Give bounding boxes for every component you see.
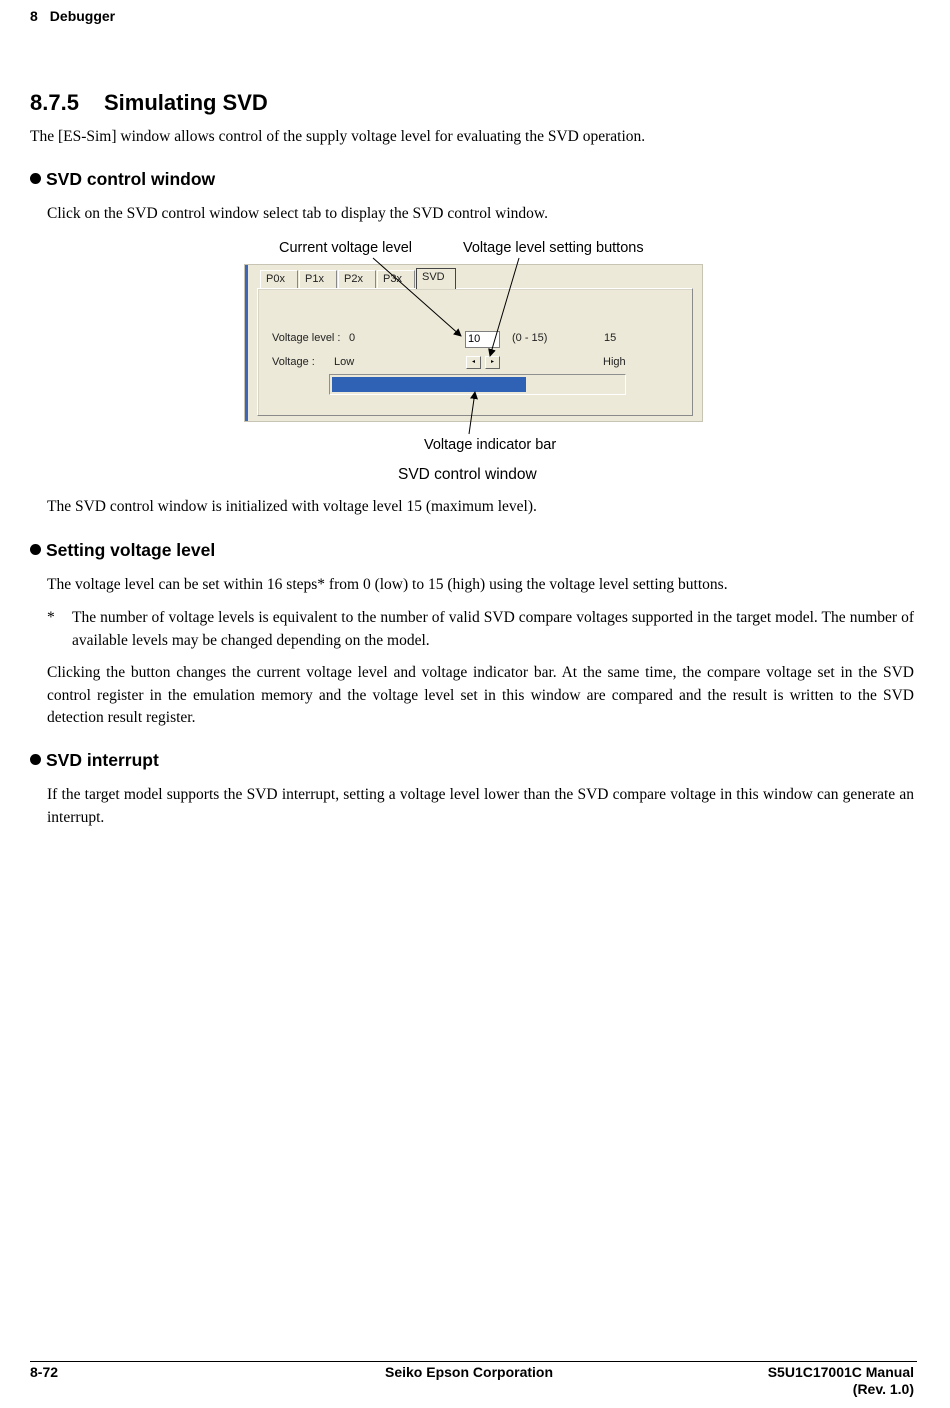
bullet-icon (30, 754, 41, 765)
voltage-label: Voltage : (272, 356, 315, 368)
callout-arrows (0, 0, 950, 480)
heading-text: Setting voltage level (46, 540, 216, 560)
bullet-icon (30, 544, 41, 555)
max-level-value: 15 (604, 332, 617, 344)
label-current-voltage-level: Current voltage level (279, 240, 412, 256)
high-label: High (603, 356, 626, 368)
heading-text: SVD interrupt (46, 750, 159, 770)
chapter-title: Debugger (49, 8, 116, 24)
arrow-setting-buttons (490, 258, 519, 356)
heading-text: SVD control window (46, 169, 216, 189)
chapter-number: 8 (30, 8, 38, 24)
note-text: The number of voltage levels is equivalent to the number of valid SVD compare voltages supported in the target model. The number of available levels may be changed depending on the model. (72, 609, 914, 649)
heading-setting-voltage (30, 540, 215, 561)
tab-p1x[interactable]: P1x (299, 270, 337, 288)
init-text: The SVD control window is initialized with voltage level 15 (maximum level). (47, 498, 537, 515)
manual-revision: (Rev. 1.0) (852, 1381, 914, 1397)
tab-p0x[interactable]: P0x (260, 270, 298, 288)
setting-text: The voltage level can be set within 16 steps* from 0 (low) to 15 (high) using the voltage level setting buttons. (47, 576, 728, 593)
note-mark: * (47, 609, 55, 626)
section-title-text: Simulating SVD (104, 90, 268, 115)
page-number: 8-72 (30, 1364, 59, 1380)
arrow-indicator-bar (469, 392, 475, 434)
tab-svd[interactable]: SVD (416, 268, 456, 289)
footer-rule (30, 1361, 917, 1362)
company-name: Seiko Epson Corporation (385, 1364, 554, 1380)
right-arrow-icon: ▸ (490, 359, 494, 365)
label-indicator-bar: Voltage indicator bar (424, 437, 557, 453)
label-setting-buttons: Voltage level setting buttons (463, 240, 644, 256)
section-number: 8.7.5 (30, 90, 79, 115)
intro-paragraph: The [ES-Sim] window allows control of the supply voltage level for evaluating the SVD operation. (30, 128, 646, 145)
current-level-field: 10 (465, 331, 500, 348)
interrupt-text: If the target model supports the SVD interrupt, setting a voltage level lower than the SVD compare voltage in this window can generate an interrupt. (47, 786, 914, 826)
voltage-level-label: Voltage level : (272, 332, 341, 344)
left-arrow-icon: ◂ (471, 359, 475, 365)
figure-caption: SVD control window (398, 466, 537, 483)
manual-name: S5U1C17001C Manual (767, 1364, 914, 1380)
low-label: Low (334, 356, 355, 368)
svd-control-text: Click on the SVD control window select tab to display the SVD control window. (47, 205, 548, 222)
heading-svd-interrupt (30, 750, 159, 771)
min-level-value: 0 (349, 332, 356, 344)
setting-text-2: Clicking the button changes the current voltage level and voltage indicator bar. At the same time, the compare voltage set in the SVD control register in the emulation memory and the voltage level set in this window are compared and the result is written to the SVD detection result register. (47, 664, 914, 726)
range-text: (0 - 15) (512, 332, 548, 344)
tab-p2x[interactable]: P2x (338, 270, 376, 288)
tab-p3x[interactable]: P3x (377, 270, 415, 288)
